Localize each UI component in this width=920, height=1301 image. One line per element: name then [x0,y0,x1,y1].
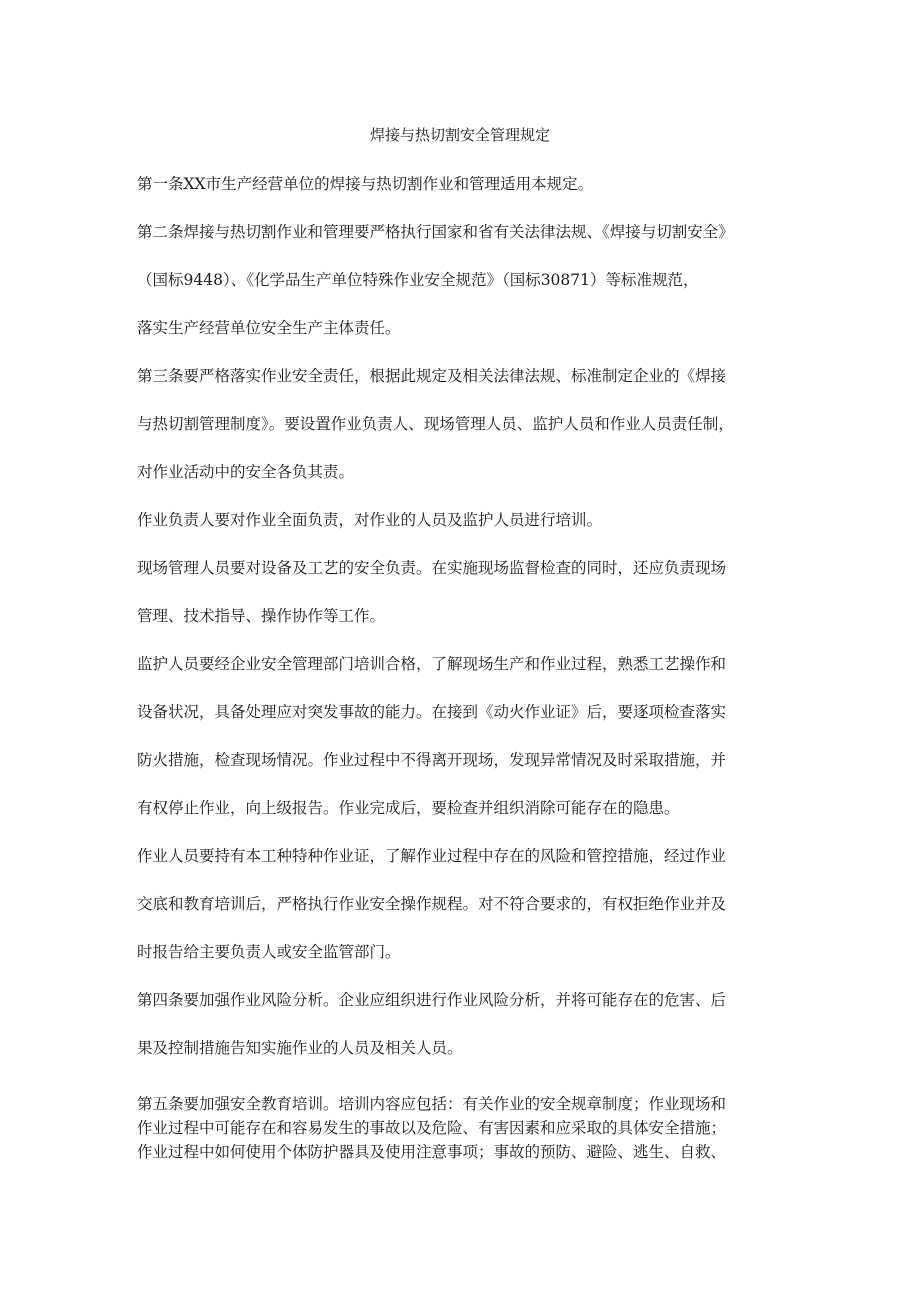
paragraph-line: 第三条要严格落实作业安全责任，根据此规定及相关法律法规、标准制定企业的《焊接 [137,367,727,385]
paragraph-line: 作业过程中可能存在和容易发生的事故以及危险、有害因素和应采取的具体安全措施； [137,1119,727,1137]
paragraph-line: 时报告给主要负责人或安全监管部门。 [137,943,401,961]
paragraph-line: 第五条要加强安全教育培训。培训内容应包括：有关作业的安全规章制度；作业现场和 [137,1095,727,1113]
paragraph-line: 第二条焊接与热切割作业和管理要严格执行国家和省有关法律法规、《焊接与切割安全》 [137,223,734,241]
paragraph-line: 第四条要加强作业风险分析。企业应组织进行作业风险分析，并将可能存在的危害、后 [137,991,727,1009]
document-title: 焊接与热切割安全管理规定 [369,126,550,144]
paragraph-line: 设备状况，具备处理应对突发事故的能力。在接到《动火作业证》后，要逐项检查落实 [137,703,727,721]
paragraph-line: 作业负责人要对作业全面负责，对作业的人员及监护人员进行培训。 [137,511,603,529]
paragraph-line: 落实生产经营单位安全生产主体责任。 [137,319,401,337]
paragraph-line: 作业人员要持有本工种特种作业证，了解作业过程中存在的风险和管控措施，经过作业 [137,847,727,865]
paragraph-line: 防火措施，检查现场情况。作业过程中不得离开现场，发现异常情况及时采取措施，并 [137,751,727,769]
paragraph-line: 作业过程中如何使用个体防护器具及使用注意事项；事故的预防、避险、逃生、自救、 [137,1143,727,1161]
paragraph-line: 有权停止作业，向上级报告。作业完成后，要检查并组织消除可能存在的隐患。 [137,799,680,817]
paragraph-line: （国标9448）、《化学品生产单位特殊作业安全规范》（国标30871）等标准规范， [137,271,699,289]
paragraph-line: 与热切割管理制度》。要设置作业负责人、现场管理人员、监护人员和作业人员责任制， [137,415,734,433]
paragraph-line: 现场管理人员要对设备及工艺的安全负责。在实施现场监督检查的同时，还应负责现场 [137,559,727,577]
paragraph-line: 管理、技术指导、操作协作等工作。 [137,607,386,625]
paragraph-line: 第一条XX市生产经营单位的焊接与热切割作业和管理适用本规定。 [137,175,594,193]
paragraph-line: 果及控制措施告知实施作业的人员及相关人员。 [137,1039,463,1057]
paragraph-line: 监护人员要经企业安全管理部门培训合格，了解现场生产和作业过程，熟悉工艺操作和 [137,655,727,673]
paragraph-line: 对作业活动中的安全各负其责。 [137,463,355,481]
paragraph-line: 交底和教育培训后，严格执行作业安全操作规程。对不符合要求的，有权拒绝作业并及 [137,895,727,913]
